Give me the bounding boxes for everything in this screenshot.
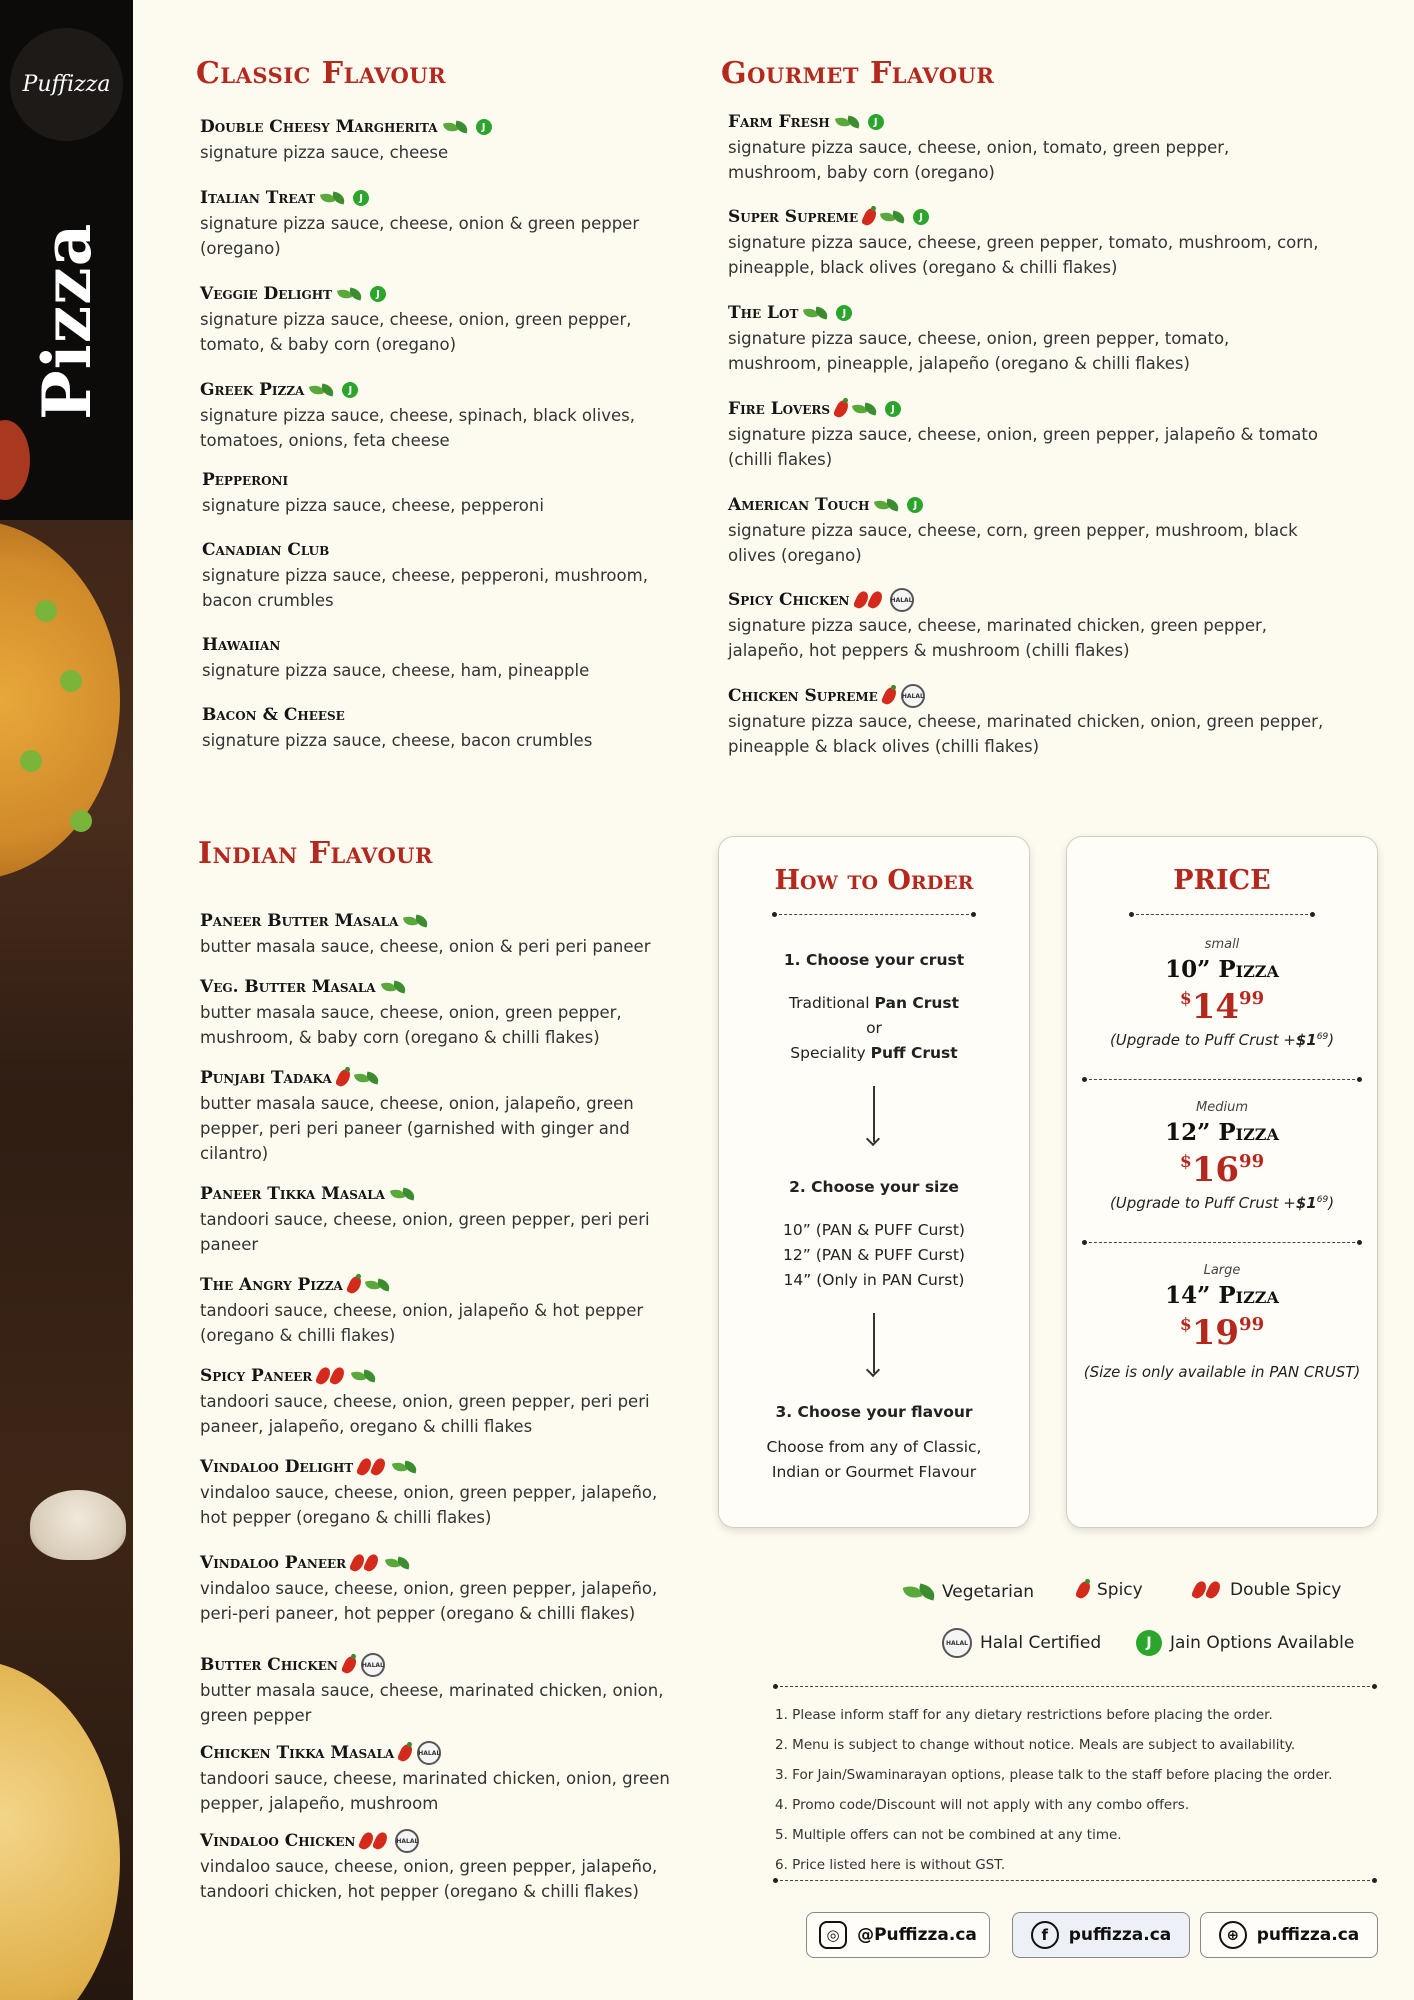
item-name: The Angry Pizza bbox=[200, 1275, 343, 1295]
note-item: 5. Multiple offers can not be combined at any time. bbox=[775, 1827, 1122, 1843]
menu-item bbox=[200, 910, 680, 959]
jain-icon: J bbox=[868, 114, 884, 130]
item-name: Hawaiian bbox=[202, 635, 281, 655]
menu-item bbox=[200, 1274, 680, 1348]
item-name: Veg. Butter Masala bbox=[200, 977, 376, 997]
instagram-icon: ◎ bbox=[819, 1921, 847, 1949]
jain-icon: J bbox=[907, 497, 923, 513]
step-2-heading: 2. Choose your size bbox=[789, 1178, 959, 1196]
arrow-down-icon bbox=[873, 1086, 875, 1142]
menu-item bbox=[728, 111, 1328, 185]
menu-item bbox=[200, 1830, 680, 1904]
item-description: butter masala sauce, cheese, onion, green pepper, mushroom, & baby corn (oregano & chilli flakes) bbox=[200, 1003, 622, 1047]
item-name: Veggie Delight bbox=[200, 284, 332, 304]
item-description: signature pizza sauce, cheese, spinach, black olives, tomatoes, onions, feta cheese bbox=[200, 406, 635, 450]
item-name: Butter Chicken bbox=[200, 1655, 338, 1675]
crust-option-pan: Traditional Pan Crust bbox=[788, 994, 960, 1012]
double-spicy-icon bbox=[1194, 1581, 1222, 1599]
double-spicy-icon bbox=[318, 1367, 346, 1385]
jain-icon: J bbox=[370, 286, 386, 302]
divider bbox=[1131, 914, 1313, 915]
item-description: signature pizza sauce, cheese, marinated chicken, green pepper, jalapeño, hot peppers & mushroom (chilli flakes) bbox=[728, 616, 1268, 660]
size-label: Large bbox=[1203, 1263, 1241, 1278]
vegetarian-icon bbox=[321, 191, 347, 205]
vegetarian-icon bbox=[853, 402, 879, 416]
pizza-image bbox=[0, 520, 120, 880]
facebook-icon: f bbox=[1031, 1921, 1059, 1949]
price-title: PRICE bbox=[1173, 865, 1271, 896]
page-title: Pizza bbox=[28, 222, 106, 420]
menu-item bbox=[200, 379, 680, 453]
decorative-sidebar bbox=[0, 0, 133, 2000]
item-description: signature pizza sauce, cheese, pepperoni, mushroom, bacon crumbles bbox=[202, 566, 648, 610]
price-box bbox=[1066, 836, 1378, 1528]
item-description: signature pizza sauce, cheese, corn, green pepper, mushroom, black olives (oregano) bbox=[728, 521, 1298, 565]
item-name: Italian Treat bbox=[200, 188, 316, 208]
note-item: 3. For Jain/Swaminarayan options, please talk to the staff before placing the order. bbox=[775, 1767, 1333, 1783]
divider bbox=[775, 1686, 1375, 1687]
vegetarian-icon bbox=[836, 115, 862, 129]
item-name: American Touch bbox=[728, 495, 870, 515]
item-name: Chicken Supreme bbox=[728, 686, 878, 706]
brand-logo: Puffizza bbox=[10, 28, 123, 141]
menu-item bbox=[728, 398, 1328, 472]
item-description: signature pizza sauce, cheese, bacon crumbles bbox=[202, 731, 593, 750]
item-description: signature pizza sauce, cheese, onion & green pepper (oregano) bbox=[200, 214, 640, 258]
item-name: Farm Fresh bbox=[728, 112, 830, 132]
size-label: small bbox=[1204, 937, 1240, 952]
vegetarian-icon bbox=[881, 210, 907, 224]
item-name: Punjabi Tadaka bbox=[200, 1068, 332, 1088]
jain-icon: J bbox=[1136, 1630, 1162, 1656]
facebook-link[interactable]: f puffizza.ca bbox=[1012, 1912, 1190, 1958]
menu-item bbox=[728, 589, 1328, 663]
spicy-icon bbox=[861, 207, 879, 228]
halal-icon: HALAL bbox=[890, 588, 914, 612]
vegetarian-icon bbox=[393, 1460, 419, 1474]
jain-icon: J bbox=[885, 401, 901, 417]
item-description: signature pizza sauce, cheese, green pepper, tomato, mushroom, corn, pineapple, black olives (oregano & chilli flakes) bbox=[728, 233, 1319, 277]
item-description: tandoori sauce, cheese, onion, jalapeño & hot pepper (oregano & chilli flakes) bbox=[200, 1301, 644, 1345]
item-name: Spicy Paneer bbox=[200, 1366, 313, 1386]
menu-item bbox=[200, 1552, 680, 1626]
halal-icon: HALAL bbox=[395, 1829, 419, 1853]
item-name: Bacon & Cheese bbox=[202, 705, 345, 725]
step-1-heading: 1. Choose your crust bbox=[783, 951, 965, 969]
item-description: butter masala sauce, cheese, onion, jalapeño, green pepper, peri peri paneer (garnished with ginger and cilantro) bbox=[200, 1094, 634, 1163]
item-name: Pepperoni bbox=[202, 470, 289, 490]
size-name: 12” Pizza bbox=[1165, 1119, 1279, 1146]
item-description: signature pizza sauce, cheese, marinated chicken, onion, green pepper, pineapple & black olives (chilli flakes) bbox=[728, 712, 1324, 756]
divider bbox=[775, 1880, 1375, 1881]
vegetarian-icon bbox=[310, 383, 336, 397]
vegetarian-icon bbox=[904, 1583, 938, 1601]
menu-item bbox=[728, 206, 1328, 280]
item-description: tandoori sauce, cheese, onion, green pepper, peri peri paneer bbox=[200, 1210, 650, 1254]
crust-option-puff: Speciality Puff Crust bbox=[790, 1044, 958, 1062]
item-name: Paneer Tikka Masala bbox=[200, 1184, 385, 1204]
vegetarian-icon bbox=[391, 1187, 417, 1201]
price-note: (Size is only available in PAN CRUST) bbox=[1083, 1363, 1361, 1381]
price-note: (Upgrade to Puff Crust $+\$1^{69}$) bbox=[1109, 1031, 1335, 1049]
item-name: Fire Lovers bbox=[728, 399, 831, 419]
item-description: signature pizza sauce, cheese, onion, green pepper, tomato, mushroom, pineapple, jalapeño (oregano & chilli flakes) bbox=[728, 329, 1230, 373]
menu-item bbox=[200, 1742, 680, 1816]
indian-section-title: Indian Flavour bbox=[198, 836, 434, 871]
menu-item bbox=[200, 1067, 680, 1166]
spicy-icon bbox=[1075, 1580, 1093, 1601]
item-name: Vindaloo Paneer bbox=[200, 1553, 347, 1573]
arrow-down-icon bbox=[873, 1313, 875, 1373]
vegetarian-icon bbox=[804, 306, 830, 320]
item-name: Vindaloo Chicken bbox=[200, 1831, 356, 1851]
item-description: butter masala sauce, cheese, marinated chicken, onion, green pepper bbox=[200, 1681, 664, 1725]
item-description: tandoori sauce, cheese, marinated chicken, onion, green pepper, jalapeño, mushroom bbox=[200, 1769, 670, 1813]
spicy-icon bbox=[341, 1655, 359, 1676]
pizza-image-bottom bbox=[0, 1660, 120, 2000]
note-item: 2. Menu is subject to change without notice. Meals are subject to availability. bbox=[775, 1737, 1296, 1753]
vegetarian-icon bbox=[352, 1369, 378, 1383]
jain-icon: J bbox=[476, 119, 492, 135]
item-description: vindaloo sauce, cheese, onion, green pepper, jalapeño, tandoori chicken, hot pepper (oregano & chilli flakes) bbox=[200, 1857, 658, 1901]
halal-icon: HALAL bbox=[901, 684, 925, 708]
crust-or: or bbox=[866, 1019, 882, 1037]
vegetarian-icon bbox=[386, 1556, 412, 1570]
jain-icon: J bbox=[913, 209, 929, 225]
spicy-icon bbox=[345, 1275, 363, 1296]
jain-icon: J bbox=[353, 190, 369, 206]
menu-item bbox=[728, 494, 1328, 568]
vegetarian-icon bbox=[382, 980, 408, 994]
item-description: butter masala sauce, cheese, onion & peri peri paneer bbox=[200, 937, 651, 956]
item-description: signature pizza sauce, cheese, onion, green pepper, jalapeño & tomato (chilli flakes) bbox=[728, 425, 1318, 469]
mushroom-image bbox=[30, 1490, 126, 1560]
item-description: signature pizza sauce, cheese, pepperoni bbox=[202, 496, 544, 515]
legend-halal: HALAL Halal Certified bbox=[942, 1628, 1101, 1658]
how-to-order-title: How to Order bbox=[774, 865, 974, 896]
size-option: 12” (PAN & PUFF Curst) bbox=[783, 1246, 965, 1264]
classic-section-title: Classic Flavour bbox=[196, 56, 447, 91]
price-value: $^{\$}19^{99}$ bbox=[1179, 1313, 1265, 1353]
vegetarian-icon bbox=[404, 914, 430, 928]
item-description: tandoori sauce, cheese, onion, green pepper, peri peri paneer, jalapeño, oregano & chilli flakes bbox=[200, 1392, 650, 1436]
instagram-link[interactable]: ◎ @Puffizza.ca bbox=[806, 1912, 990, 1958]
how-to-order-box bbox=[718, 836, 1030, 1528]
item-description: signature pizza sauce, cheese, ham, pineapple bbox=[202, 661, 590, 680]
menu-item bbox=[202, 634, 682, 683]
jain-icon: J bbox=[836, 305, 852, 321]
halal-icon: HALAL bbox=[942, 1628, 972, 1658]
menu-item bbox=[200, 1365, 680, 1439]
spicy-icon bbox=[397, 1743, 415, 1764]
legend-spicy: Spicy bbox=[1078, 1580, 1143, 1600]
item-name: Vindaloo Delight bbox=[200, 1457, 354, 1477]
step-3-heading: 3. Choose your flavour bbox=[775, 1403, 973, 1421]
legend-vegetarian: Vegetarian bbox=[908, 1582, 1034, 1602]
item-name: Double Cheesy Margherita bbox=[200, 117, 438, 137]
item-description: signature pizza sauce, cheese, onion, tomato, green pepper, mushroom, baby corn (oregano) bbox=[728, 138, 1230, 182]
globe-icon: ⊕ bbox=[1219, 1921, 1247, 1949]
website-link[interactable]: ⊕ puffizza.ca bbox=[1200, 1912, 1378, 1958]
double-spicy-icon bbox=[856, 591, 884, 609]
divider bbox=[1084, 1079, 1360, 1080]
menu-item bbox=[202, 469, 682, 518]
menu-item bbox=[200, 1654, 680, 1728]
double-spicy-icon bbox=[352, 1554, 380, 1572]
spicy-icon bbox=[833, 399, 851, 420]
menu-item bbox=[200, 976, 680, 1050]
size-option: 10” (PAN & PUFF Curst) bbox=[783, 1221, 965, 1239]
item-name: Canadian Club bbox=[202, 540, 330, 560]
size-name: 10” Pizza bbox=[1165, 956, 1279, 983]
item-description: vindaloo sauce, cheese, onion, green pepper, jalapeño, peri-peri paneer, hot pepper (oregano & chilli flakes) bbox=[200, 1579, 658, 1623]
notes-list bbox=[775, 1700, 1375, 1880]
menu-item bbox=[728, 302, 1328, 376]
legend-double-spicy: Double Spicy bbox=[1194, 1580, 1341, 1600]
vegetarian-icon bbox=[444, 120, 470, 134]
menu-item bbox=[200, 1183, 680, 1257]
menu-item bbox=[728, 685, 1328, 759]
item-name: Chicken Tikka Masala bbox=[200, 1743, 395, 1763]
legend-jain: J Jain Options Available bbox=[1136, 1630, 1354, 1656]
price-value: $^{\$}14^{99}$ bbox=[1179, 987, 1265, 1027]
item-name: Super Supreme bbox=[728, 207, 859, 227]
step-3-text: Indian or Gourmet Flavour bbox=[771, 1463, 977, 1481]
vegetarian-icon bbox=[366, 1278, 392, 1292]
gourmet-section-title: Gourmet Flavour bbox=[721, 56, 995, 91]
item-description: signature pizza sauce, cheese, onion, green pepper, tomato, & baby corn (oregano) bbox=[200, 310, 632, 354]
menu-item bbox=[200, 187, 680, 261]
size-label: Medium bbox=[1196, 1100, 1248, 1115]
double-spicy-icon bbox=[359, 1458, 387, 1476]
price-note: (Upgrade to Puff Crust $+\$1^{69}$) bbox=[1109, 1194, 1335, 1212]
item-description: vindaloo sauce, cheese, onion, green pepper, jalapeño, hot pepper (oregano & chilli flakes) bbox=[200, 1483, 658, 1527]
vegetarian-icon bbox=[338, 287, 364, 301]
halal-icon: HALAL bbox=[417, 1741, 441, 1765]
step-3-text: Choose from any of Classic, bbox=[766, 1438, 982, 1456]
double-spicy-icon bbox=[361, 1832, 389, 1850]
size-name: 14” Pizza bbox=[1165, 1282, 1279, 1309]
menu-item bbox=[200, 1456, 680, 1530]
note-item: 6. Price listed here is without GST. bbox=[775, 1857, 1006, 1873]
menu-item bbox=[200, 116, 680, 165]
menu-item bbox=[202, 704, 682, 753]
divider bbox=[774, 914, 974, 915]
price-value: $^{\$}16^{99}$ bbox=[1179, 1150, 1265, 1190]
note-item: 4. Promo code/Discount will not apply with any combo offers. bbox=[775, 1797, 1190, 1813]
spicy-icon bbox=[335, 1068, 353, 1089]
vegetarian-icon bbox=[875, 498, 901, 512]
halal-icon: HALAL bbox=[361, 1653, 385, 1677]
divider bbox=[1084, 1242, 1360, 1243]
menu-item bbox=[200, 283, 680, 357]
menu-item bbox=[202, 539, 682, 613]
size-option: 14” (Only in PAN Curst) bbox=[783, 1271, 965, 1289]
item-name: Paneer Butter Masala bbox=[200, 911, 399, 931]
item-name: Spicy Chicken bbox=[728, 590, 850, 610]
spicy-icon bbox=[881, 686, 899, 707]
item-description: signature pizza sauce, cheese bbox=[200, 143, 449, 162]
note-item: 1. Please inform staff for any dietary restrictions before placing the order. bbox=[775, 1707, 1273, 1723]
jain-icon: J bbox=[342, 382, 358, 398]
item-name: The Lot bbox=[728, 303, 799, 323]
item-name: Greek Pizza bbox=[200, 380, 305, 400]
vegetarian-icon bbox=[355, 1071, 381, 1085]
